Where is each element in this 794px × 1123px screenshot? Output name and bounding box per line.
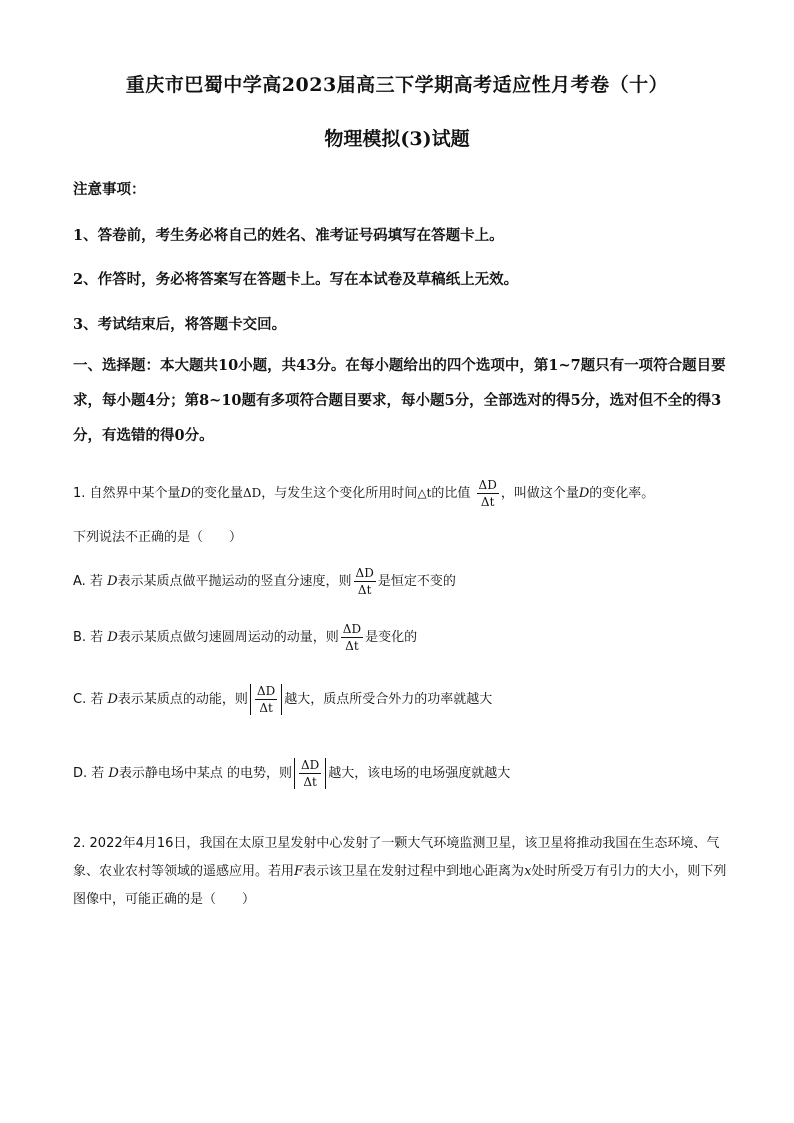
note-item-2: 2、作答时，务必将答案写在答题卡上。写在本试卷及草稿纸上无效。 — [73, 271, 519, 288]
note-item-1: 1、答卷前，考生务必将自己的姓名、准考证号码填写在答题卡上。 — [73, 227, 504, 244]
question-1-option-b: B. 若 D表示某质点做匀速圆周运动的动量，则 $\frac{\Delta D}{\Delta t}$ 是变化的 — [73, 622, 418, 653]
page-title: 重庆市巴蜀中学高2023届高三下学期高考适应性月考卷（十） — [125, 74, 669, 96]
question-1-stem: 1. 自然界中某个量D的变化量ΔD，与发生这个变化所用时间△t的比值 $\frac{\Delta D}{\Delta t}$ ，叫做这个量D的变化率。 — [73, 478, 655, 509]
rate-fraction: $\frac{\Delta D}{\Delta t}$ — [478, 478, 497, 509]
note-item-3: 3、考试结束后，将答题卡交回。 — [73, 316, 287, 333]
section-instructions: 一、选择题：本大题共10小题，共43分。在每小题给出的四个选项中，第1~7题只有一项符合题目要求，每小题4分；第8~10题有多项符合题目要求，每小题5分，全部选对的得5分，选对但不全的得3分，有选错的得0分。 — [73, 357, 726, 444]
notes-heading: 注意事项： — [73, 181, 146, 198]
question-1-option-d: D. 若 D表示静电场中某点 的电势，则 $\frac{\Delta D}{\Delta t}$ 越大，该电场的电场强度就越大 — [73, 758, 511, 789]
question-1-prompt: 下列说法不正确的是（ ） — [73, 530, 243, 545]
question-2-stem: 2. 2022年4月16日，我国在太原卫星发射中心发射了一颗大气环境监测卫星，该卫星将推动我国在生态环境、气象、农业农村等领域的遥感应用。若用F表示该卫星在发射过程中到地心距离为x处时所受万有引力的大小，则下列图像中，可能正确的是（ ） — [73, 836, 727, 907]
question-1-option-a: A. 若 D表示某质点做平抛运动的竖直分速度，则 $\frac{\Delta D}{\Delta t}$ 是恒定不变的 — [73, 566, 456, 597]
question-1-option-c: C. 若 D表示某质点的动能，则 $\frac{\Delta D}{\Delta t}$ 越大，质点所受合外力的功率就越大 — [73, 684, 493, 715]
page-subtitle: 物理模拟(3)试题 — [324, 128, 470, 150]
